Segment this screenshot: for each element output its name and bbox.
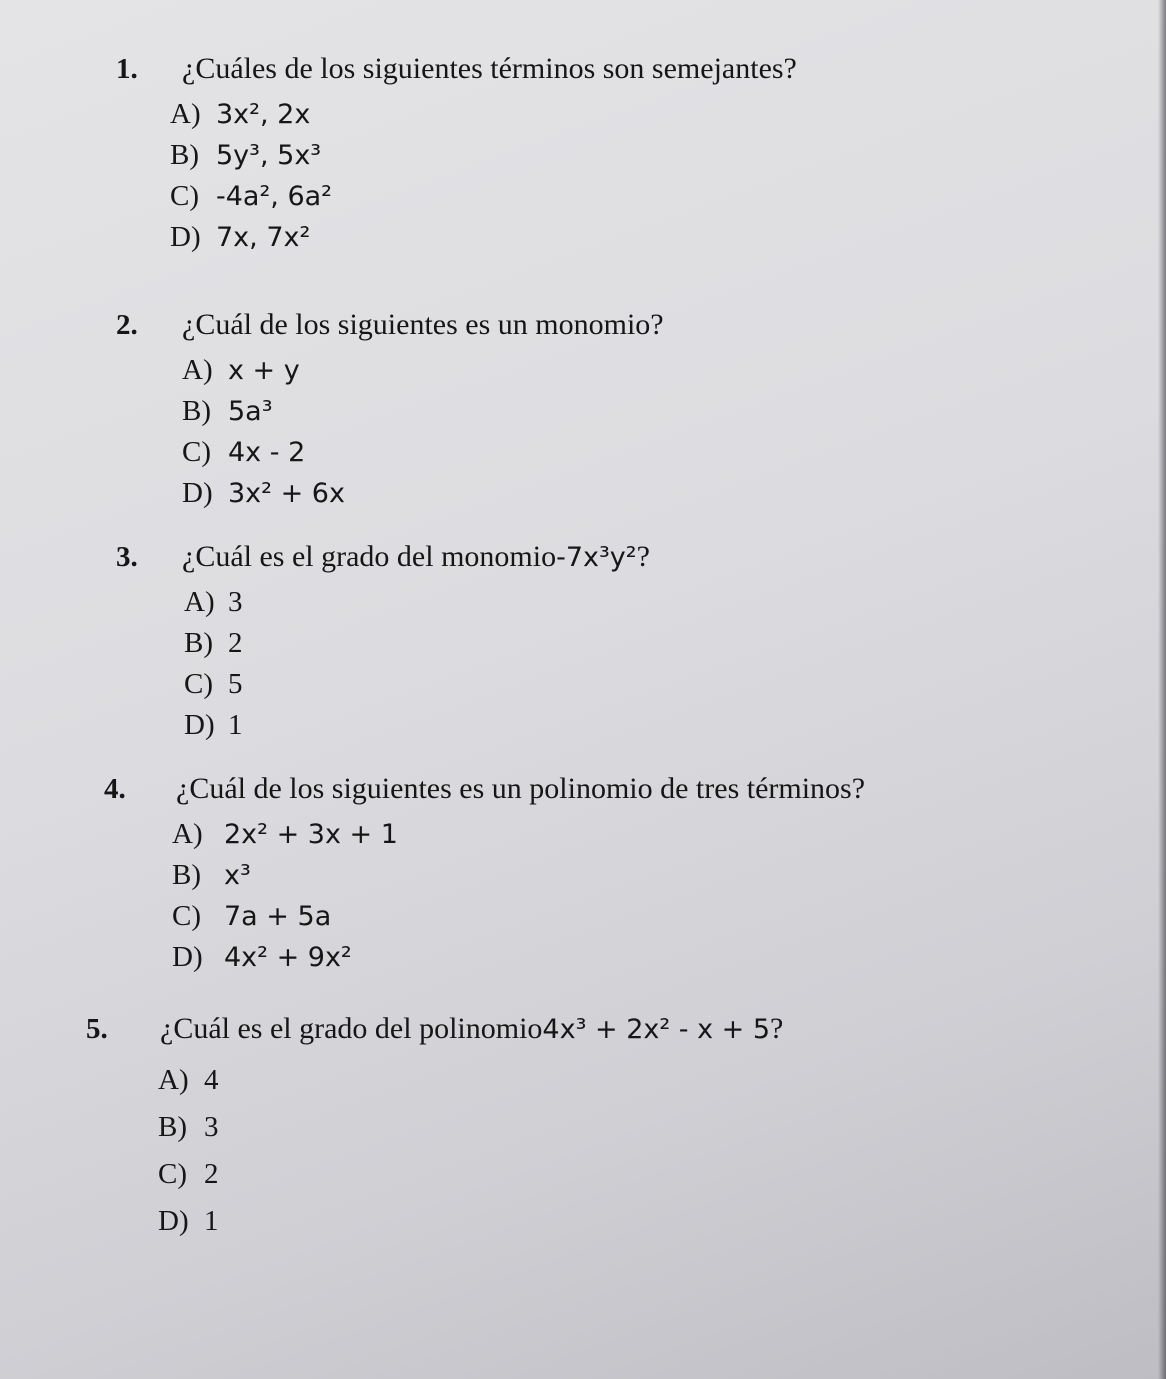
option-letter: C) [172, 900, 201, 932]
option-a [170, 98, 797, 139]
option-letter: C) [158, 1158, 187, 1190]
option-b [170, 139, 797, 180]
option-c [182, 436, 664, 477]
option-letter: D) [172, 941, 203, 973]
options-list [184, 586, 650, 750]
question-line [116, 52, 797, 98]
page-edge-shadow [1158, 0, 1166, 1379]
question-line [86, 1012, 783, 1058]
option-d [182, 477, 664, 518]
question-expression: -7x³y² [556, 542, 637, 573]
question-end: ? [636, 540, 650, 573]
option-c [170, 180, 797, 221]
question-5 [86, 1012, 783, 1252]
option-letter: D) [182, 477, 213, 509]
options-list [172, 818, 865, 982]
option-letter: D) [184, 709, 215, 741]
question-text: ¿Cuál de los siguientes es un monomio? [182, 308, 664, 341]
question-text: ¿Cuál es el grado del monomio [182, 540, 557, 573]
option-c [172, 900, 865, 941]
options-list [182, 354, 664, 518]
option-text: 5 [228, 668, 243, 700]
option-text: x³ [224, 860, 251, 891]
options-list [170, 98, 797, 262]
option-b [158, 1111, 783, 1158]
option-letter: C) [182, 436, 211, 468]
option-letter: B) [184, 627, 213, 659]
option-text: x + y [228, 355, 300, 386]
question-text: ¿Cuáles de los siguientes términos son semejantes? [182, 52, 797, 85]
question-end: ? [770, 1012, 784, 1045]
question-text: ¿Cuál es el grado del polinomio [160, 1012, 543, 1045]
option-c [158, 1158, 783, 1205]
option-letter: B) [158, 1111, 187, 1143]
option-text: 4 [204, 1064, 219, 1096]
option-text: 5a³ [228, 396, 273, 427]
option-b [184, 627, 650, 668]
options-list [158, 1064, 783, 1252]
option-letter: C) [184, 668, 213, 700]
option-text: 7x, 7x² [216, 222, 311, 253]
question-text: ¿Cuál de los siguientes es un polinomio de tres términos? [176, 772, 866, 805]
option-c [184, 668, 650, 709]
option-text: 3 [204, 1111, 219, 1143]
question-1 [116, 52, 797, 262]
question-3 [116, 540, 650, 750]
question-number: 1. [116, 53, 138, 85]
option-text: 2x² + 3x + 1 [224, 819, 398, 850]
option-letter: B) [170, 139, 199, 171]
option-text: 2 [204, 1158, 219, 1190]
question-number: 5. [86, 1013, 108, 1045]
question-number: 4. [104, 773, 126, 805]
question-number: 3. [116, 541, 138, 573]
question-expression: 4x³ + 2x² - x + 5 [542, 1014, 771, 1045]
option-text: 3 [228, 586, 243, 618]
option-d [170, 221, 797, 262]
option-letter: B) [182, 395, 211, 427]
option-d [184, 709, 650, 750]
option-letter: A) [170, 98, 201, 130]
option-b [182, 395, 664, 436]
option-a [172, 818, 865, 859]
option-letter: C) [170, 180, 199, 212]
option-letter: D) [170, 221, 201, 253]
option-a [182, 354, 664, 395]
option-text: 3x² + 6x [228, 478, 345, 509]
option-letter: D) [158, 1205, 189, 1237]
question-line [116, 308, 664, 354]
option-text: 1 [228, 709, 243, 741]
option-a [184, 586, 650, 627]
option-text: 4x² + 9x² [224, 942, 352, 973]
question-2 [116, 308, 664, 518]
option-d [158, 1205, 783, 1252]
option-text: 7a + 5a [224, 901, 332, 932]
option-b [172, 859, 865, 900]
option-letter: A) [158, 1064, 189, 1096]
option-a [158, 1064, 783, 1111]
question-line [104, 772, 865, 818]
option-text: -4a², 6a² [216, 181, 333, 212]
option-letter: A) [172, 818, 203, 850]
option-text: 2 [228, 627, 243, 659]
question-line [116, 540, 650, 586]
option-text: 3x², 2x [216, 99, 311, 130]
question-4 [104, 772, 865, 982]
option-letter: B) [172, 859, 201, 891]
option-d [172, 941, 865, 982]
option-text: 5y³, 5x³ [216, 140, 322, 171]
option-text: 4x - 2 [228, 437, 306, 468]
question-number: 2. [116, 309, 138, 341]
option-text: 1 [204, 1205, 219, 1237]
option-letter: A) [182, 354, 213, 386]
option-letter: A) [184, 586, 215, 618]
